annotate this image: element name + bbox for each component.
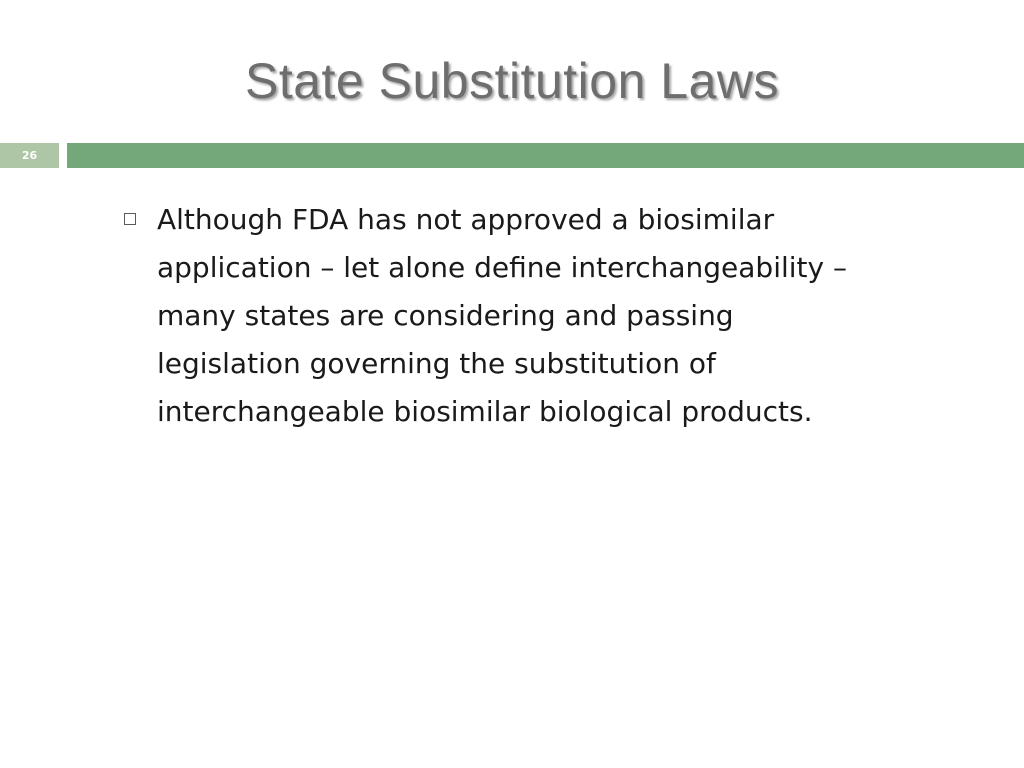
bullet-line: legislation governing the substitution of	[157, 347, 716, 380]
slide-title: State Substitution Laws	[244, 53, 780, 109]
slide-content	[124, 196, 984, 436]
bullet-line: Although FDA has not approved a biosimilar	[157, 203, 775, 236]
bullet-text	[157, 196, 984, 436]
bullet-line: many states are considering and passing	[157, 299, 734, 332]
slide-number: 26	[0, 143, 59, 168]
bullet-line: application – let alone define interchangeability –	[157, 251, 847, 284]
bullet-item	[124, 196, 984, 436]
bullet-line: interchangeable biosimilar biological products.	[157, 395, 813, 428]
hollow-square-bullet-icon	[124, 213, 136, 225]
header-divider-bar	[67, 143, 1024, 168]
